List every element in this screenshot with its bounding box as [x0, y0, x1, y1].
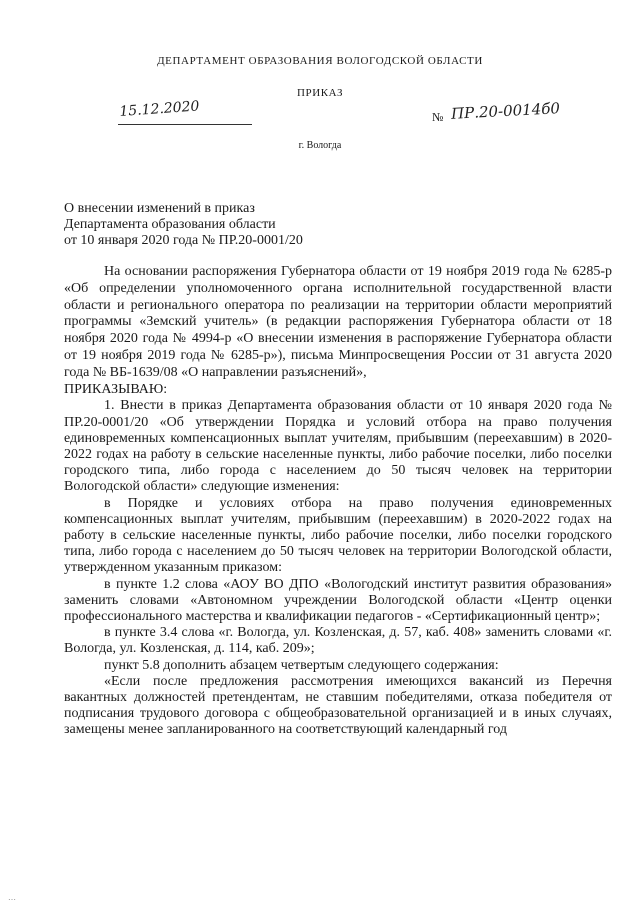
department-heading: ДЕПАРТАМЕНТ ОБРАЗОВАНИЯ ВОЛОГОДСКОЙ ОБЛАСТИ [157, 55, 483, 67]
preamble-paragraph: На основании распоряжения Губернатора области от 19 ноября 2019 года № 6285-р «Об определении уполномоченного органа исполнительной государственной власти области и регионального оператора по реализации на территории области мероприятий программы «Земский учитель» (в редакции распоряжения Губернатора области от 18 ноября 2020 года № 4994-р «О внесении изменения в распоряжение Губернатора области от 19 ноября 2019 года № 6285-р»), письма Минпросвещения России от 31 августа 2020 года № ВБ-1639/08 «О направлении разъяснений», [64, 264, 612, 380]
order-title: ПРИКАЗ [296, 87, 344, 99]
subject-block [64, 201, 364, 249]
date-field [118, 98, 252, 125]
handwritten-date: 15.12.2020 [118, 98, 200, 120]
subject-line: от 10 января 2020 года № ПР.20-0001/20 [64, 233, 303, 248]
handwritten-order-number: ПР.20-0014б0 [450, 99, 561, 123]
amendment-paragraph: в пункте 3.4 слова «г. Вологда, ул. Козленская, д. 57, каб. 408» заменить словами «г. Вологда, ул. Козленская, д. 114, каб. 209»; [64, 625, 612, 657]
city-line: г. Вологда [298, 140, 342, 151]
item-1-paragraph: 1. Внести в приказ Департамента образования области от 10 января 2020 года № ПР.20-0001/20 «Об утверждении Порядка и условий отбора на право получения единовременных компенсационных выплат учителям, прибывшим (переехавшим) в 2020-2022 годах на работу в сельские населенные пункты, либо рабочие поселки, либо поселки городского типа, либо города с населением до 50 тысяч человек на территории Вологодской области» следующие изменения: [64, 398, 612, 495]
subject-line: Департамента образования области [64, 217, 276, 232]
number-sign: № [432, 110, 444, 124]
quoted-paragraph: «Если после предложения рассмотрения имеющихся вакансий из Перечня вакантных должностей претендентам, не ставшим победителями, отказа победителя от подписания трудового договора с общеобразовательной организацией и в иных случаях, замещены менее запланированного на соответствующий календарный год [64, 673, 612, 738]
scan-mark: … [8, 893, 16, 902]
subject-line: О внесении изменений в приказ [64, 201, 255, 216]
document-body [64, 264, 612, 739]
amendment-paragraph: в Порядке и условиях отбора на право получения единовременных компенсационных выплат учителям, прибывшим (переехавшим) в 2020-2022 годах на работу в сельские населенные пункты, либо рабочие поселки, либо поселки городского типа, либо города с населением до 50 тысяч человек на территории Вологодской области, утвержденном указанным приказом: [64, 495, 612, 576]
amendment-paragraph: пункт 5.8 дополнить абзацем четвертым следующего содержания: [104, 657, 499, 673]
amendment-paragraph: в пункте 1.2 слова «АОУ ВО ДПО «Вологодский институт развития образования» заменить словами «Автономном учреждении Вологодской области «Центр оценки профессионального мастерства и квалификации педагогов - «Сертификационный центр»; [64, 576, 612, 625]
prikazyvayu-heading: ПРИКАЗЫВАЮ: [64, 381, 168, 397]
